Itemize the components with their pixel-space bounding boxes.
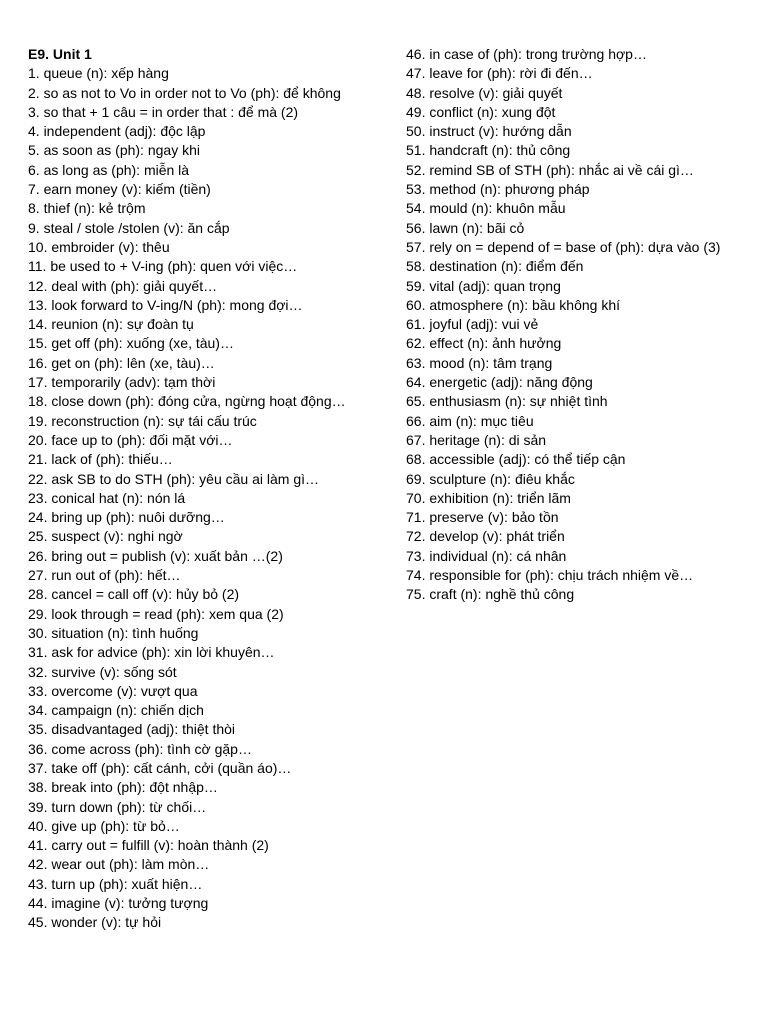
- vocabulary-entry: 22. ask SB to do STH (ph): yêu cầu ai làm gì…: [28, 470, 320, 487]
- vocabulary-entry: 44. imagine (v): tưởng tượng: [28, 895, 209, 912]
- vocabulary-entry: 59. vital (adj): quan trọng: [406, 277, 561, 294]
- vocabulary-entry: 24. bring up (ph): nuôi dưỡng…: [28, 509, 225, 526]
- document-title: E9. Unit 1: [28, 46, 92, 62]
- vocabulary-entry: 17. temporarily (adv): tạm thời: [28, 374, 216, 391]
- left-column: [28, 45, 350, 933]
- vocabulary-entry: 57. rely on = depend of = base of (ph): dựa vào (3): [406, 238, 721, 255]
- vocabulary-entry: 43. turn up (ph): xuất hiện…: [28, 875, 203, 892]
- vocabulary-entry: 41. carry out = fulfill (v): hoàn thành (2): [28, 837, 269, 854]
- vocabulary-entry: 37. take off (ph): cất cánh, cởi (quần áo)…: [28, 759, 292, 776]
- vocabulary-entry: 67. heritage (n): di sản: [406, 431, 547, 448]
- vocabulary-entry: 33. overcome (v): vượt qua: [28, 682, 198, 699]
- vocabulary-entry: 5. as soon as (ph): ngay khi: [28, 142, 200, 159]
- vocabulary-entry: 26. bring out = publish (v): xuất bản …(2): [28, 547, 283, 564]
- vocabulary-entry: 15. get off (ph): xuống (xe, tàu)…: [28, 335, 234, 352]
- vocabulary-entry: 32. survive (v): sống sót: [28, 663, 177, 680]
- vocabulary-entry: 14. reunion (n): sự đoàn tụ: [28, 316, 194, 333]
- vocabulary-entry: 73. individual (n): cá nhân: [406, 547, 567, 564]
- vocabulary-entry: 69. sculpture (n): điêu khắc: [406, 470, 575, 487]
- vocabulary-entry: 3. so that + 1 câu = in order that : để mà (2): [28, 103, 299, 120]
- vocabulary-entry: 6. as long as (ph): miễn là: [28, 161, 190, 178]
- vocabulary-entry: 71. preserve (v): bảo tồn: [406, 509, 559, 526]
- vocabulary-entry: 61. joyful (adj): vui vẻ: [406, 316, 539, 333]
- vocabulary-entry: 70. exhibition (n): triển lãm: [406, 489, 571, 506]
- vocabulary-entry: 42. wear out (ph): làm mòn…: [28, 856, 210, 873]
- vocabulary-entry: 40. give up (ph): từ bỏ…: [28, 817, 180, 834]
- vocabulary-entry: 54. mould (n): khuôn mẫu: [406, 200, 566, 217]
- right-column: [406, 45, 746, 605]
- vocabulary-entry: 20. face up to (ph): đối mặt với…: [28, 431, 233, 448]
- vocabulary-entry: 50. instruct (v): hướng dẫn: [406, 123, 572, 140]
- vocabulary-entry: 48. resolve (v): giải quyết: [406, 84, 563, 101]
- vocabulary-entry: 30. situation (n): tình huống: [28, 624, 199, 641]
- vocabulary-entry: 45. wonder (v): tự hỏi: [28, 914, 162, 931]
- vocabulary-entry: 34. campaign (n): chiến dịch: [28, 702, 204, 719]
- vocabulary-entry: 28. cancel = call off (v): hủy bỏ (2): [28, 586, 240, 603]
- vocabulary-entry: 35. disadvantaged (adj): thiệt thòi: [28, 721, 236, 738]
- vocabulary-entry: 51. handcraft (n): thủ công: [406, 142, 571, 159]
- vocabulary-entry: 47. leave for (ph): rời đi đến…: [406, 65, 593, 82]
- vocabulary-entry: 7. earn money (v): kiếm (tiền): [28, 181, 211, 198]
- vocabulary-entry: 16. get on (ph): lên (xe, tàu)…: [28, 354, 215, 371]
- vocabulary-entry: 31. ask for advice (ph): xin lời khuyên…: [28, 644, 275, 661]
- vocabulary-entry: 74. responsible for (ph): chịu trách nhiệm về…: [406, 567, 694, 584]
- vocabulary-entry: 29. look through = read (ph): xem qua (2): [28, 605, 284, 622]
- vocabulary-entry: 66. aim (n): mục tiêu: [406, 412, 534, 429]
- vocabulary-entry: 64. energetic (adj): năng động: [406, 374, 593, 391]
- right-vocabulary-list: [406, 45, 746, 605]
- vocabulary-entry: 49. conflict (n): xung đột: [406, 103, 556, 120]
- vocabulary-entry: 68. accessible (adj): có thể tiếp cận: [406, 451, 626, 468]
- vocabulary-entry: 21. lack of (ph): thiếu…: [28, 451, 173, 468]
- vocabulary-entry: 65. enthusiasm (n): sự nhiệt tình: [406, 393, 608, 410]
- vocabulary-entry: 62. effect (n): ảnh hưởng: [406, 335, 562, 352]
- vocabulary-entry: 38. break into (ph): đột nhập…: [28, 779, 218, 796]
- vocabulary-entry: 58. destination (n): điểm đến: [406, 258, 584, 275]
- vocabulary-entry: 72. develop (v): phát triển: [406, 528, 565, 545]
- vocabulary-entry: 19. reconstruction (n): sự tái cấu trúc: [28, 412, 257, 429]
- vocabulary-entry: 9. steal / stole /stolen (v): ăn cắp: [28, 219, 230, 236]
- vocabulary-entry: 11. be used to + V-ing (ph): quen với việc…: [28, 258, 298, 275]
- left-vocabulary-list: [28, 64, 350, 932]
- vocabulary-entry: 1. queue (n): xếp hàng: [28, 65, 169, 82]
- vocabulary-entry: 60. atmosphere (n): bầu không khí: [406, 296, 621, 313]
- vocabulary-entry: 36. come across (ph): tình cờ gặp…: [28, 740, 252, 757]
- vocabulary-entry: 10. embroider (v): thêu: [28, 238, 170, 255]
- vocabulary-entry: 52. remind SB of STH (ph): nhắc ai về cái gì…: [406, 161, 694, 178]
- vocabulary-entry: 75. craft (n): nghề thủ công: [406, 586, 575, 603]
- vocabulary-entry: 53. method (n): phương pháp: [406, 181, 590, 198]
- vocabulary-entry: 46. in case of (ph): trong trường hợp…: [406, 46, 647, 62]
- vocabulary-entry: 25. suspect (v): nghi ngờ: [28, 528, 183, 545]
- vocabulary-entry: 39. turn down (ph): từ chối…: [28, 798, 207, 815]
- vocabulary-entry: 8. thief (n): kẻ trộm: [28, 200, 146, 217]
- vocabulary-entry: 13. look forward to V-ing/N (ph): mong đợi…: [28, 296, 303, 313]
- vocabulary-entry: 2. so as not to Vo in order not to Vo (ph): để không: [28, 84, 341, 101]
- vocabulary-entry: 23. conical hat (n): nón lá: [28, 489, 186, 506]
- vocabulary-entry: 63. mood (n): tâm trạng: [406, 354, 553, 371]
- vocabulary-entry: 4. independent (adj): độc lập: [28, 123, 206, 140]
- vocabulary-entry: 27. run out of (ph): hết…: [28, 567, 181, 584]
- vocabulary-entry: 12. deal with (ph): giải quyết…: [28, 277, 218, 294]
- vocabulary-entry: 56. lawn (n): bãi cỏ: [406, 219, 525, 236]
- vocabulary-entry: 18. close down (ph): đóng cửa, ngừng hoạt động…: [28, 393, 346, 410]
